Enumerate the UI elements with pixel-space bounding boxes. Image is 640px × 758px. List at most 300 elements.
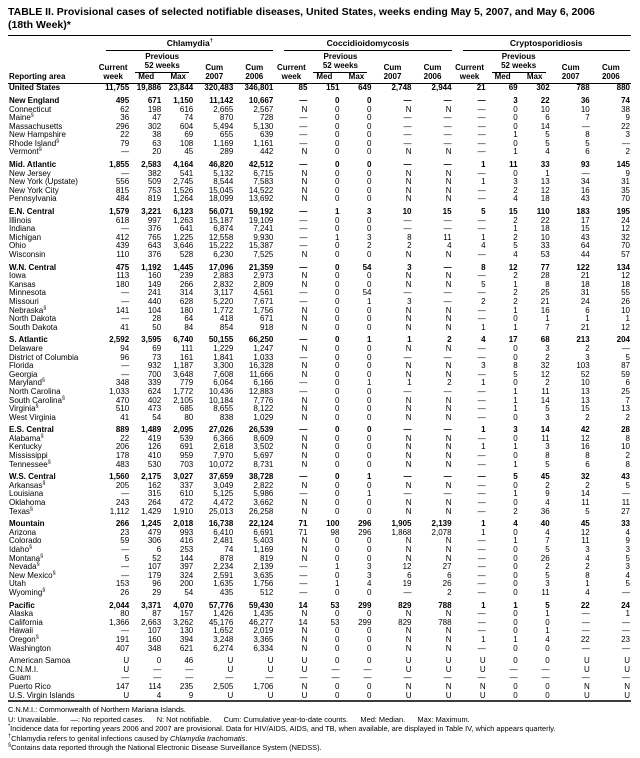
value-cell: N <box>301 433 308 443</box>
value-cell: 87 <box>621 361 630 371</box>
value-cell: 299 <box>358 617 372 627</box>
value-cell: 12 <box>621 224 630 234</box>
value-cell: U <box>267 656 274 666</box>
table-row <box>8 555 631 564</box>
value-cell: 2,822 <box>253 480 274 490</box>
value-cell: 10,667 <box>248 95 274 105</box>
value-cell: 2,748 <box>391 83 412 93</box>
year-2006-label: 2006 <box>234 73 274 84</box>
value-cell: 0 <box>334 160 340 170</box>
value-cell: 11,142 <box>209 95 234 105</box>
value-cell: 376 <box>147 224 162 234</box>
year-2007-label: 2007 <box>372 73 412 84</box>
value-cell: N <box>301 412 308 422</box>
value-cell: 6,334 <box>253 643 274 653</box>
value-cell: — <box>403 673 412 683</box>
value-cell: 14 <box>540 121 550 131</box>
value-cell: 649 <box>358 83 372 93</box>
value-cell: N <box>301 451 308 461</box>
value-cell: 264 <box>147 498 162 508</box>
value-cell: 3,371 <box>141 600 162 610</box>
value-cell: 6 <box>447 570 452 580</box>
value-cell: 2 <box>447 335 452 345</box>
value-cell: 997 <box>147 215 162 225</box>
value-cell: — <box>443 489 452 499</box>
value-cell: — <box>443 472 452 482</box>
value-cell: N <box>405 168 412 178</box>
value-cell: N <box>405 681 412 691</box>
value-cell: 509 <box>147 177 162 187</box>
value-cell: — <box>477 480 486 490</box>
value-cell: 3,248 <box>213 634 234 644</box>
footnote-marker: § <box>41 377 45 384</box>
value-cell: 0 <box>513 545 518 554</box>
value-cell: 2 <box>545 352 550 362</box>
value-cell: — <box>403 130 412 140</box>
value-cell: — <box>121 168 130 178</box>
value-cell: — <box>443 296 452 306</box>
value-cell: — <box>331 673 340 683</box>
value-cell: — <box>265 673 274 683</box>
value-cell: 266 <box>115 519 130 529</box>
value-cell: 53 <box>330 600 340 610</box>
value-cell: U <box>624 664 630 674</box>
value-cell: 3,262 <box>173 617 194 627</box>
value-cell: 1,905 <box>391 519 412 529</box>
value-cell: 4 <box>481 241 486 251</box>
value-cell: U <box>583 664 590 674</box>
value-cell: 4 <box>585 553 590 563</box>
value-cell: 932 <box>147 361 162 371</box>
value-cell: 470 <box>115 395 130 405</box>
value-cell: 42,512 <box>248 160 274 170</box>
value-cell: — <box>477 395 486 405</box>
value-cell: — <box>121 224 130 234</box>
value-cell: 3,662 <box>253 498 274 508</box>
reporting-area-cell: North Carolina <box>9 386 61 396</box>
value-cell: N <box>301 459 308 469</box>
value-cell: 419 <box>147 433 162 443</box>
value-cell: 3 <box>625 562 630 572</box>
value-cell: 14 <box>298 600 308 610</box>
value-cell: — <box>477 271 486 281</box>
value-cell: 0 <box>513 690 518 700</box>
value-cell: — <box>299 335 308 345</box>
table-row <box>8 572 631 581</box>
value-cell: — <box>477 617 486 627</box>
value-cell: 53 <box>540 250 550 259</box>
value-cell: 1 <box>513 305 518 315</box>
value-cell: — <box>477 536 486 546</box>
value-cell: 26 <box>120 587 130 597</box>
value-cell: 2 <box>585 562 590 572</box>
value-cell: 1,435 <box>253 609 274 619</box>
value-cell: 348 <box>147 643 162 653</box>
value-cell: N <box>301 104 308 114</box>
value-cell: 38 <box>152 130 162 140</box>
value-cell: N <box>405 545 412 554</box>
reporting-area-cell: Washington <box>9 643 51 653</box>
value-cell: — <box>443 673 452 683</box>
value-cell: — <box>477 250 486 259</box>
value-cell: 0 <box>334 690 340 700</box>
value-cell: 3 <box>407 296 412 306</box>
value-cell: 0 <box>513 498 518 508</box>
value-cell: 0 <box>334 262 340 272</box>
value-cell: 3 <box>513 95 518 105</box>
value-cell: 324 <box>179 570 194 580</box>
value-cell: 6,410 <box>213 527 234 537</box>
value-cell: 703 <box>179 459 194 469</box>
value-cell: 21 <box>580 271 590 281</box>
reporting-area-cell: Hawaii <box>9 626 34 636</box>
value-cell: 3,365 <box>253 634 274 644</box>
value-cell: N <box>445 194 452 204</box>
value-cell: 80 <box>184 412 194 422</box>
value-cell: N <box>445 451 452 461</box>
value-cell: 0 <box>513 314 518 324</box>
value-cell: 8 <box>481 262 486 272</box>
value-cell: 0 <box>367 545 372 554</box>
value-cell: N <box>301 480 308 490</box>
value-cell: 1,772 <box>213 305 234 315</box>
table-row <box>8 170 631 179</box>
value-cell: 1,229 <box>213 343 234 353</box>
value-cell: 32 <box>621 232 630 242</box>
value-cell: 0 <box>334 570 340 580</box>
value-cell: 1 <box>481 634 486 644</box>
value-cell: 1,526 <box>173 185 194 195</box>
value-cell: 5,494 <box>213 121 234 131</box>
value-cell: 11,666 <box>249 369 274 379</box>
value-cell: — <box>403 121 412 131</box>
value-cell: 1,579 <box>109 207 130 217</box>
value-cell: 161 <box>179 352 194 362</box>
value-cell: 6 <box>407 570 412 580</box>
value-cell: 96 <box>120 352 130 362</box>
value-cell: 0 <box>334 138 340 148</box>
value-cell: 14 <box>540 395 550 405</box>
reporting-area-cell: Wyoming§ <box>9 587 46 597</box>
value-cell: 2 <box>513 232 518 242</box>
value-cell: 0 <box>334 425 340 435</box>
value-cell: 43 <box>580 194 590 204</box>
value-cell: 5 <box>124 553 130 563</box>
value-cell: 9 <box>625 168 630 178</box>
value-cell: 3 <box>407 262 412 272</box>
value-cell: 1 <box>545 609 550 619</box>
value-cell: 33 <box>621 519 630 529</box>
value-cell: 0 <box>367 185 372 195</box>
value-cell: — <box>299 579 308 589</box>
reporting-area-cell: Arkansas§ <box>9 480 46 490</box>
value-cell: 6 <box>585 147 590 157</box>
reporting-area-cell: Alabama§ <box>9 433 44 443</box>
reporting-area-cell: District of Columbia <box>9 352 79 362</box>
reporting-area-cell: Louisiana <box>9 489 44 499</box>
value-cell: 880 <box>616 83 630 93</box>
value-cell: — <box>185 673 194 683</box>
table-row <box>8 272 631 281</box>
value-cell: 10,072 <box>208 459 234 469</box>
reporting-area-cell: American Samoa <box>9 656 71 666</box>
value-cell: 19 <box>402 579 412 589</box>
value-cell: 0 <box>367 224 372 234</box>
value-cell: 0 <box>367 160 372 170</box>
value-cell: — <box>581 609 590 619</box>
value-cell: 1,245 <box>141 519 162 529</box>
value-cell: 0 <box>334 305 340 315</box>
value-cell: 2,883 <box>213 271 234 281</box>
value-cell: 2,973 <box>253 271 274 281</box>
value-cell: 15 <box>580 224 590 234</box>
reporting-area-cell: New England <box>9 95 60 105</box>
value-cell: 815 <box>115 185 130 195</box>
value-cell: 9 <box>625 113 630 123</box>
value-cell: N <box>405 271 412 281</box>
table-row <box>8 362 631 371</box>
value-cell: N <box>405 643 412 653</box>
value-cell: 14,522 <box>248 185 274 195</box>
table-row <box>8 123 631 132</box>
med-label: Med <box>487 73 519 84</box>
value-cell: 93 <box>580 160 590 170</box>
value-cell: 179 <box>147 570 162 580</box>
value-cell: 114 <box>148 681 162 691</box>
table-row <box>8 260 631 273</box>
value-cell: 35 <box>621 185 630 195</box>
cum-label: Cum <box>245 62 264 72</box>
value-cell: 126 <box>147 442 162 452</box>
value-cell: 11,755 <box>105 83 130 93</box>
coccidioidomycosis-group-header: Coccidioidomycosis <box>274 36 452 52</box>
value-cell: 43 <box>621 472 630 482</box>
value-cell: 134 <box>616 262 630 272</box>
value-cell: N <box>301 194 308 204</box>
reporting-area-cell: Georgia <box>9 369 38 379</box>
value-cell: 0 <box>334 335 340 345</box>
value-cell: 4 <box>156 690 162 700</box>
value-cell: 2 <box>513 506 518 516</box>
value-cell: 9 <box>545 489 550 499</box>
value-cell: N <box>445 553 452 563</box>
value-cell: 0 <box>367 536 372 546</box>
value-cell: N <box>301 177 308 187</box>
value-cell: N <box>445 395 452 405</box>
value-cell: 235 <box>179 681 194 691</box>
value-cell: 3,595 <box>141 335 162 345</box>
value-cell: 26 <box>442 579 452 589</box>
value-cell: — <box>477 113 486 123</box>
value-cell: 66,250 <box>248 335 274 345</box>
value-cell: 31 <box>580 288 590 298</box>
value-cell: 178 <box>115 451 130 461</box>
value-cell: U <box>624 656 630 666</box>
year-2007-label: 2007 <box>551 73 591 84</box>
value-cell: 54 <box>184 587 194 597</box>
value-cell: 1,169 <box>253 545 274 554</box>
value-cell: 1 <box>513 634 518 644</box>
value-cell: 0 <box>367 506 372 516</box>
value-cell: — <box>299 570 308 580</box>
value-cell: 402 <box>147 395 162 405</box>
value-cell: 10 <box>540 104 550 114</box>
value-cell: 18 <box>580 279 590 289</box>
value-cell: — <box>443 262 452 272</box>
value-cell: 819 <box>260 553 274 563</box>
table-row <box>8 435 631 444</box>
week-label: week <box>96 73 130 84</box>
value-cell: 0 <box>156 656 162 666</box>
value-cell: N <box>405 185 412 195</box>
value-cell: 8 <box>545 451 550 461</box>
value-cell: N <box>445 250 452 259</box>
value-cell: 69 <box>152 343 162 353</box>
value-cell: 6,274 <box>213 643 234 653</box>
value-cell: 0 <box>367 451 372 461</box>
value-cell: 4 <box>447 241 452 251</box>
value-cell: — <box>121 673 130 683</box>
value-cell: 0 <box>334 545 340 554</box>
value-cell: 0 <box>367 369 372 379</box>
value-cell: 3 <box>513 177 518 187</box>
value-cell: 483 <box>115 459 130 469</box>
value-cell: — <box>443 160 452 170</box>
reporting-area-cell: Guam <box>9 673 31 683</box>
value-cell: 5 <box>545 459 550 469</box>
value-cell: N <box>405 536 412 546</box>
value-cell: 0 <box>334 177 340 187</box>
table-row <box>8 242 631 251</box>
value-cell: 69 <box>184 130 194 140</box>
value-cell: 2,832 <box>213 279 234 289</box>
reporting-area-cell: New York City <box>9 185 59 195</box>
value-cell: 13 <box>540 177 550 187</box>
value-cell: — <box>299 232 308 242</box>
value-cell: N <box>405 451 412 461</box>
value-cell: 22,124 <box>248 519 274 529</box>
value-cell: 339 <box>147 378 162 388</box>
value-cell: — <box>403 587 412 597</box>
value-cell: 53 <box>330 617 340 627</box>
table-row <box>8 379 631 388</box>
value-cell: 5,130 <box>253 121 274 131</box>
value-cell: 6 <box>585 305 590 315</box>
value-cell: 7,970 <box>213 451 234 461</box>
value-cell: N <box>301 314 308 324</box>
value-cell: 641 <box>179 224 194 234</box>
value-cell: 838 <box>219 412 234 422</box>
value-cell: 472 <box>179 498 194 508</box>
reporting-area-cell: Illinois <box>9 215 32 225</box>
reporting-area-cell: New Hampshire <box>9 130 66 140</box>
value-cell: 1,150 <box>173 95 194 105</box>
value-cell: 149 <box>147 279 162 289</box>
value-cell: 10,184 <box>208 395 234 405</box>
reporting-area-cell: Rhode Island§ <box>9 138 60 148</box>
value-cell: 46,277 <box>248 617 274 627</box>
value-cell: 5 <box>545 130 550 140</box>
value-cell: 3,502 <box>253 442 274 452</box>
table-row <box>8 405 631 414</box>
value-cell: 2 <box>447 378 452 388</box>
value-cell: 160 <box>147 634 162 644</box>
value-cell: — <box>477 451 486 461</box>
value-cell: — <box>622 617 630 627</box>
value-cell: — <box>443 215 452 225</box>
value-cell: 1 <box>407 335 412 345</box>
reporting-area-cell: Iowa <box>9 271 26 281</box>
value-cell: 5 <box>585 138 590 148</box>
value-cell: 8 <box>585 451 590 461</box>
value-cell: N <box>445 271 452 281</box>
value-cell: 0 <box>367 250 372 259</box>
value-cell: 1 <box>481 527 486 537</box>
value-cell: 2,665 <box>213 104 234 114</box>
value-cell: U <box>479 656 486 666</box>
value-cell: 0 <box>367 643 372 653</box>
value-cell: 10 <box>621 305 630 315</box>
value-cell: 0 <box>334 215 340 225</box>
value-cell: N <box>405 250 412 259</box>
value-cell: 32 <box>540 361 550 371</box>
value-cell: N <box>301 536 308 546</box>
value-cell: — <box>581 168 590 178</box>
table-row <box>8 414 631 423</box>
value-cell: 4 <box>545 527 550 537</box>
value-cell: 1,426 <box>213 609 234 619</box>
value-cell: 348 <box>115 378 130 388</box>
value-cell: 12 <box>540 185 550 195</box>
value-cell: N <box>301 305 308 315</box>
value-cell: 0 <box>334 296 340 306</box>
value-cell: 151 <box>326 83 340 93</box>
value-cell: 6,230 <box>213 250 234 259</box>
value-cell: 1 <box>481 600 486 610</box>
value-cell: 14 <box>580 489 590 499</box>
value-cell: 0 <box>367 404 372 414</box>
value-cell: 0 <box>545 643 550 653</box>
value-cell: 74 <box>184 113 194 123</box>
table-row <box>8 148 631 157</box>
value-cell: — <box>477 104 486 114</box>
value-cell: 8,544 <box>213 177 234 187</box>
value-cell: 1 <box>585 314 590 324</box>
value-cell: 4,561 <box>253 288 274 298</box>
value-cell: 2 <box>481 296 486 306</box>
value-cell: 43 <box>580 232 590 242</box>
value-cell: 0 <box>513 104 518 114</box>
value-cell: 0 <box>367 314 372 324</box>
footnote-section: §Contains data reported through the National Electronic Disease Surveillance System (NEDSS). <box>8 742 322 752</box>
reporting-area-cell: Nebraska§ <box>9 304 47 315</box>
value-cell: N <box>301 609 308 619</box>
value-cell: 1 <box>367 296 372 306</box>
value-cell: — <box>363 664 372 674</box>
reporting-area-cell: South Dakota <box>9 322 58 332</box>
value-cell: 2 <box>545 562 550 572</box>
value-cell: 10 <box>580 104 590 114</box>
value-cell: 1 <box>334 207 340 217</box>
value-cell: 7,776 <box>253 395 274 405</box>
value-cell: 100 <box>326 519 340 529</box>
value-cell: 0 <box>334 634 340 644</box>
value-cell: 3,221 <box>141 207 162 217</box>
value-cell: 3 <box>481 361 486 371</box>
value-cell: — <box>477 643 486 653</box>
value-cell: N <box>301 498 308 508</box>
value-cell: — <box>403 113 412 123</box>
